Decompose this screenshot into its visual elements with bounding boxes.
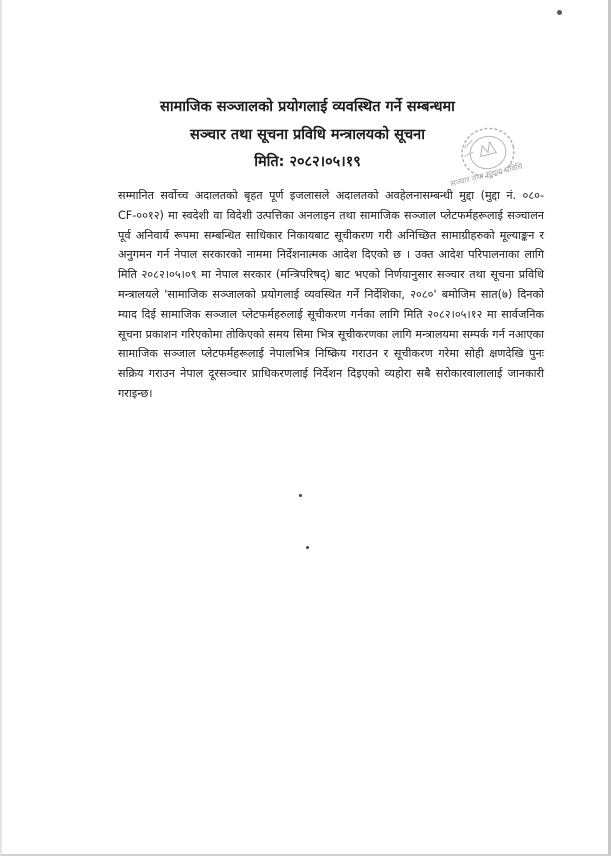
notice-body: सम्मानित सर्वोच्च अदालतको बृहत पूर्ण इजलासले अदालतको अवहेलनासम्बन्धी मुद्दा (मुद्दा नं. ०८०-CF-००१२) मा स्वदेशी वा विदेशी उत्पत्तिका अनलाइन तथा सामाजिक सञ्जाल प्लेटफर्महरूलाई सञ्चालन पूर्व अनिवार्य रूपमा सम्बन्धित साधिकार निकायबाट सूचीकरण गरी अनिच्छित सामाग्रीहरुको मूल्याङ्कन र अनुगमन गर्न नेपाल सरकारको नाममा निर्देशनात्मक आदेश दिएको छ । उक्त आदेश परिपालनाका लागि मिति २०८२।०५।०९ मा नेपाल सरकार (मन्त्रिपरिषद्) बाट भएको निर्णयानुसार सञ्चार तथा सूचना प्रविधि मन्त्रालयले 'सामाजिक सञ्जालको प्रयोगलाई व्यवस्थित गर्ने निर्देशिका, २०८०' बमोजिम सात(७) दिनको म्याद दिई सामाजिक सञ्जाल प्लेटफर्महरुलाई सूचीकरण गर्नका लागि मिति २०८२।०५।१२ मा सार्वजनिक सूचना प्रकाशन गरिएकोमा तोकिएको समय सिमा भित्र सूचीकरणका लागि मन्त्रालयमा सम्पर्क गर्न नआएका सामाजिक सञ्जाल प्लेटफर्महरूलाई नेपालभित्र निष्क्रिय गराउन र सूचीकरण गरेमा सोही क्षणदेखि पुनः सक्रिय गराउन नेपाल दूरसञ्चार प्राधिकरणलाई निर्देशन दिइएको व्यहोरा सबै सरोकारवालालाई जानकारी गराइन्छ। — [118, 189, 544, 400]
speck-mark — [299, 494, 302, 497]
notice-title-line-2: सञ्चार तथा सूचना प्रविधि मन्त्रालयको सूचना — [190, 127, 425, 143]
notice-title-line-1: सामाजिक सञ्जालको प्रयोगलाई व्यवस्थित गर्ने सम्बन्धमा — [160, 99, 455, 115]
notice-date: मिति: २०८२।०५।१९ — [254, 154, 361, 170]
seal-text: सञ्चार तथा सूचना प्रविधि — [449, 161, 524, 189]
speck-mark — [306, 546, 309, 549]
corner-mark — [557, 10, 562, 15]
